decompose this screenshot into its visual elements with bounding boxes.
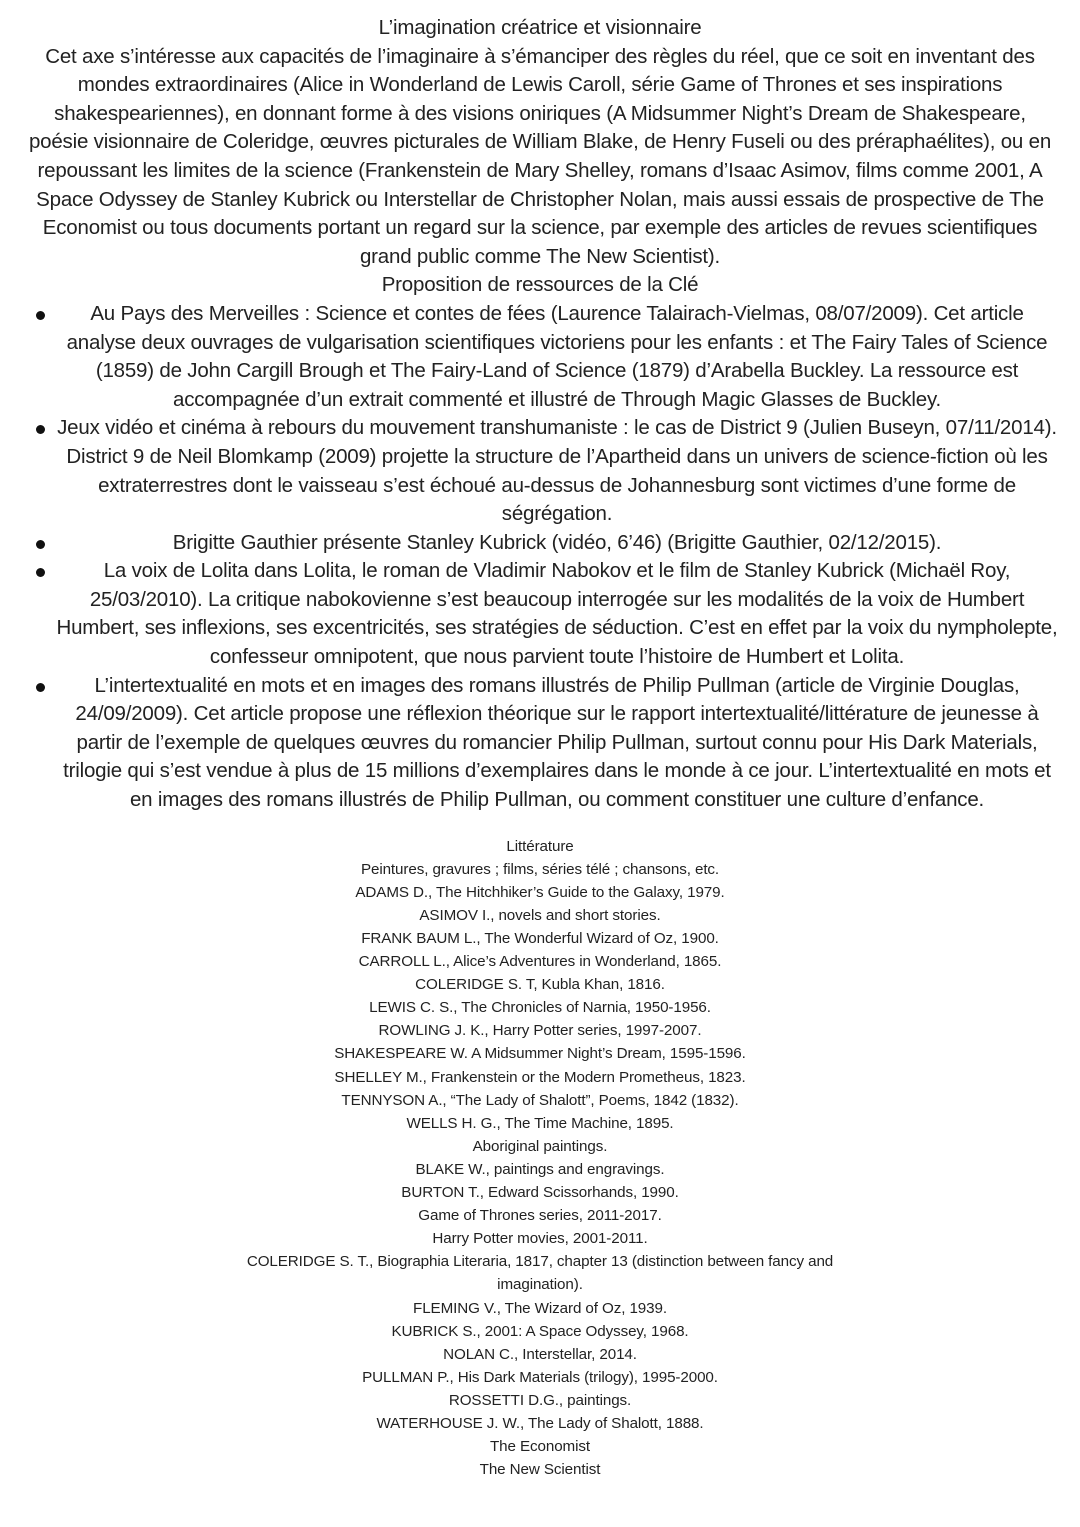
reference-item: The Economist (490, 1438, 590, 1456)
upper-section (22, 14, 1058, 815)
resource-text: Jeux vidéo et cinéma à rebours du mouvement transhumaniste : le cas de District 9 (Julien Buseyn, 07/11/2014). District 9 de Neil Blomkamp (2009) projette la structure de l’Apartheid dans un univers de science-fiction où les extraterrestres dont le vaisseau s’est échoué au-dessus de Johannesburg sont victimes d’une forme de ségrégation. (57, 416, 1057, 526)
resource-item (22, 557, 1058, 671)
bullet-icon (36, 540, 45, 549)
reference-item: Aboriginal paintings. (472, 1137, 608, 1155)
reference-item: COLERIDGE S. T, Kubla Khan, 1816. (415, 976, 665, 994)
resource-text: Brigitte Gauthier présente Stanley Kubrick (vidéo, 6’46) (Brigitte Gauthier, 02/12/2015). (172, 530, 942, 554)
reference-item: WATERHOUSE J. W., The Lady of Shalott, 1888. (376, 1414, 704, 1432)
reference-item: TENNYSON A., “The Lady of Shalott”, Poems, 1842 (1832). (341, 1091, 739, 1109)
resource-text: L’intertextualité en mots et en images des romans illustrés de Philip Pullman (article de Virginie Douglas, 24/09/2009). Cet article propose une réflexion théorique sur le rapport intertextualité/littérature de jeunesse à partir de l’exemple de quelques œuvres du romancier Philip Pullman, surtout connu pour His Dark Materials, trilogie qui s’est vendue à plus de 15 millions d’exemplaires dans le monde à ce jour. L’intertextualité en mots et en images des romans illustrés de Philip Pullman, ou comment constituer une culture d’enfance. (63, 673, 1051, 812)
reference-item: CARROLL L., Alice’s Adventures in Wonderland, 1865. (358, 953, 722, 971)
references-list (22, 835, 1058, 1482)
bullet-icon (36, 311, 45, 320)
resource-text: Au Pays des Merveilles : Science et contes de fées (Laurence Talairach-Vielmas, 08/07/2009). Cet article analyse deux ouvrages de vulgarisation scientifiques victoriens pour les enfants : et The Fairy Tales of Science (1859) de John Cargill Brough et The Fairy-Land of Science (1879) d’Arabella Buckley. La ressource est accompagnée d’un extrait commenté et illustré de Through Magic Glasses de Buckley. (66, 301, 1048, 411)
resource-item (22, 300, 1058, 414)
bullet-icon (36, 425, 45, 434)
resource-item (22, 414, 1058, 528)
reference-item: LEWIS C. S., The Chronicles of Narnia, 1950-1956. (369, 999, 711, 1017)
reference-item: KUBRICK S., 2001: A Space Odyssey, 1968. (391, 1322, 689, 1340)
intro-paragraph: Cet axe s’intéresse aux capacités de l’imaginaire à s’émanciper des règles du réel, que ce soit en inventant des mondes extraordinaires (Alice in Wonderland de Lewis Caroll, série Game of Thrones et ses inspirations shakespeariennes), en donnant forme à des visions oniriques (A Midsummer Night’s Dream de Shakespeare, poésie visionnaire de Coleridge, œuvres picturales de William Blake, de Henry Fuseli ou des préraphaélites), ou en repoussant les limites de la science (Frankenstein de Mary Shelley, romans d’Isaac Asimov, films comme 2001, A Space Odyssey de Stanley Kubrick ou Interstellar de Christopher Nolan, mais aussi essais de prospective de The Economist ou tous documents portant un regard sur la science, par exemple des articles de revues scientifiques grand public comme The New Scientist). (28, 44, 1052, 268)
reference-item: FLEMING V., The Wizard of Oz, 1939. (413, 1299, 667, 1317)
section-heading: L’imagination créatrice et visionnaire (378, 16, 702, 39)
reference-item: Game of Thrones series, 2011-2017. (418, 1207, 662, 1225)
reference-item: Peintures, gravures ; films, séries télé ; chansons, etc. (360, 860, 720, 878)
reference-item: ASIMOV I., novels and short stories. (419, 906, 661, 924)
resource-item (22, 672, 1058, 815)
reference-item: Littérature (506, 837, 574, 855)
reference-item: SHELLEY M., Frankenstein or the Modern Prometheus, 1823. (334, 1068, 746, 1086)
reference-item: ROSSETTI D.G., paintings. (448, 1391, 632, 1409)
reference-item: NOLAN C., Interstellar, 2014. (443, 1345, 637, 1363)
reference-item: BLAKE W., paintings and engravings. (415, 1160, 665, 1178)
reference-item: PULLMAN P., His Dark Materials (trilogy), 1995-2000. (362, 1368, 718, 1386)
reference-item: The New Scientist (479, 1461, 601, 1479)
resources-heading: Proposition de ressources de la Clé (381, 273, 699, 297)
resources-list (22, 300, 1058, 815)
reference-item: BURTON T., Edward Scissorhands, 1990. (401, 1184, 679, 1202)
reference-item: ROWLING J. K., Harry Potter series, 1997-2007. (378, 1022, 702, 1040)
reference-item: WELLS H. G., The Time Machine, 1895. (406, 1114, 674, 1132)
reference-item: FRANK BAUM L., The Wonderful Wizard of Oz, 1900. (361, 930, 719, 947)
reference-item: Harry Potter movies, 2001-2011. (432, 1230, 648, 1248)
reference-item: COLERIDGE S. T., Biographia Literaria, 1817, chapter 13 (distinction between fancy and imagination). (246, 1253, 834, 1294)
bullet-icon (36, 683, 45, 692)
bullet-icon (36, 568, 45, 577)
resource-text: La voix de Lolita dans Lolita, le roman de Vladimir Nabokov et le film de Stanley Kubrick (Michaël Roy, 25/03/2010). La critique nabokovienne s’est beaucoup interrogée sur les modalités de la voix de Humbert Humbert, ses inflexions, ses excentricités, ses stratégies de séduction. C’est en effet par la voix du nympholepte, confesseur omnipotent, que nous parvient toute l’histoire de Humbert et Lolita. (56, 559, 1058, 669)
reference-item: ADAMS D., The Hitchhiker’s Guide to the Galaxy, 1979. (355, 883, 725, 901)
resource-item (22, 529, 1058, 558)
reference-item: SHAKESPEARE W. A Midsummer Night’s Dream, 1595-1596. (334, 1045, 746, 1063)
